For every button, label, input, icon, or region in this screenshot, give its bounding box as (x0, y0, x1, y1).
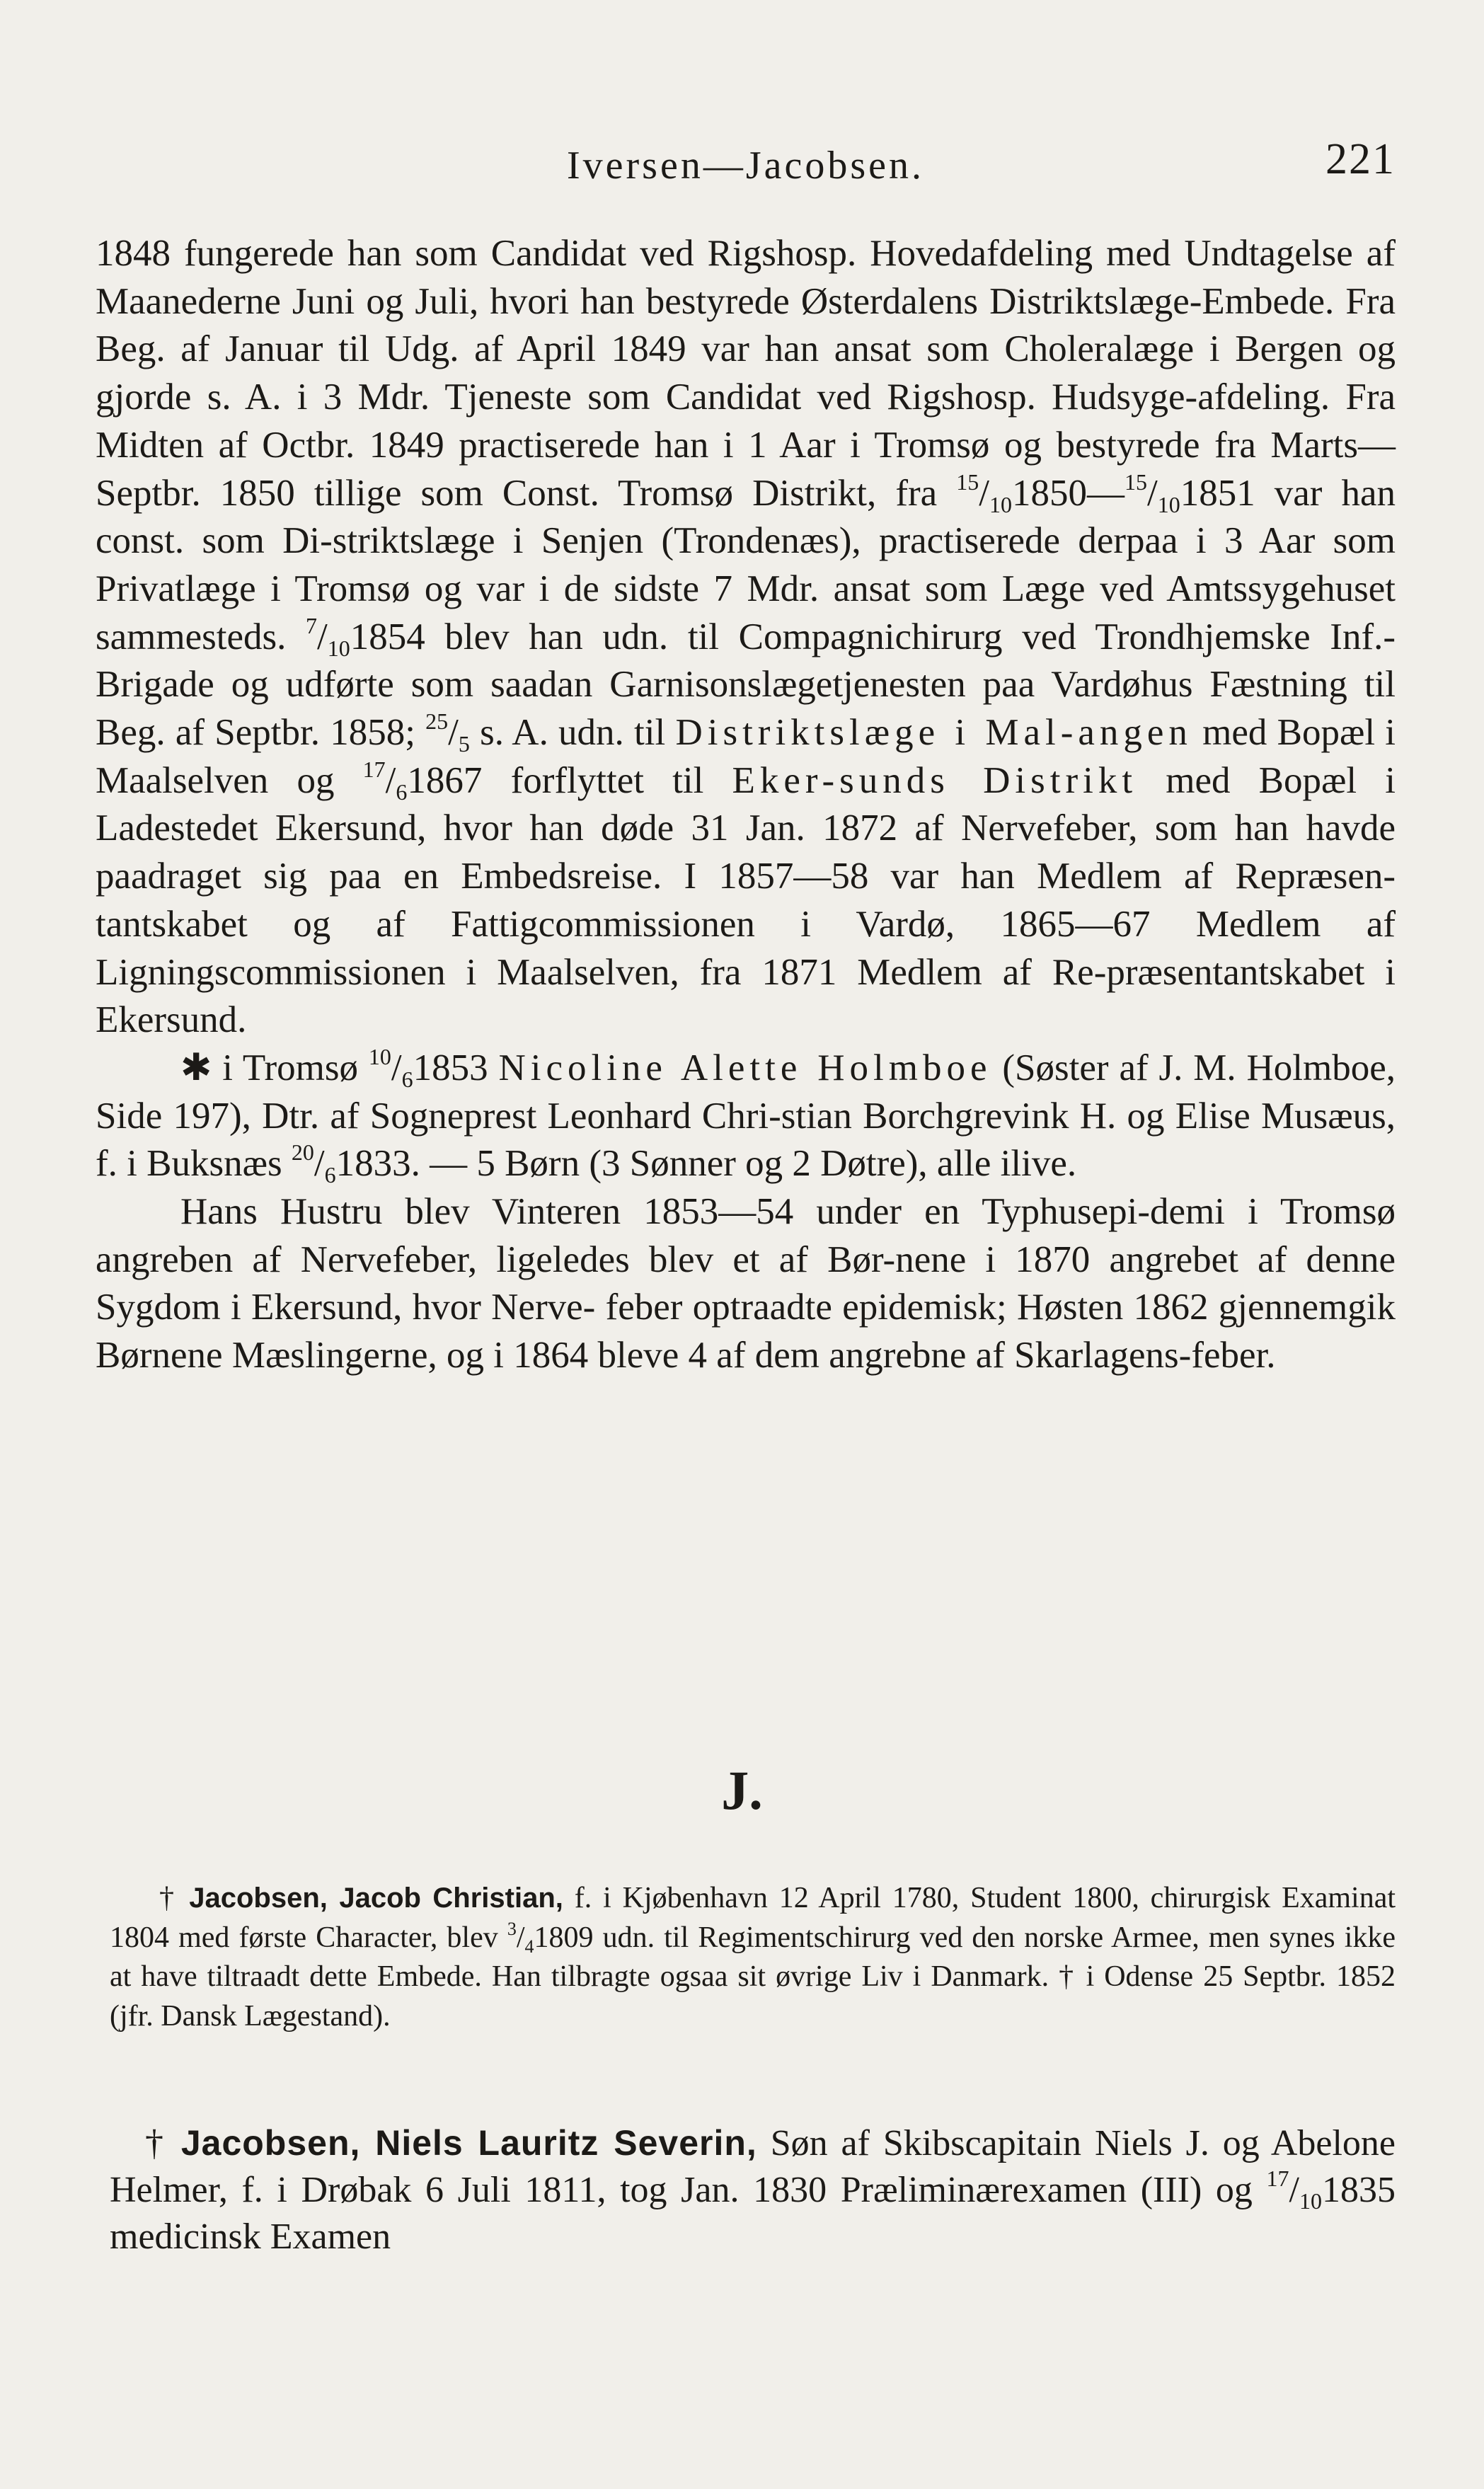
text-line: døde 31 Jan. 1872 af Nervefeber, som han havde paadraget sig (96, 807, 1396, 897)
spaced-text: Eker- (732, 759, 840, 801)
text-line: feber optraadte epidemisk; Høsten 1862 gjennemgik Børnene (96, 1287, 1396, 1376)
text-line: som saadan Garnisonslægetjenesten paa Vardøhus Fæstning til (410, 664, 1396, 706)
page-header (96, 134, 1396, 198)
text-line: feber. (1191, 1335, 1276, 1376)
text-line: s. A. i 3 Mdr. Tjeneste som Candidat ved Rigshosp. Hudsyge- (207, 376, 1198, 418)
text-fragment: f. i Kjøbenhavn 12 April 1780, Student (563, 1882, 1062, 1914)
fraction-denominator: 5 (458, 731, 470, 757)
fraction-denominator: 10 (1157, 491, 1180, 517)
spaced-text: sunds Distrikt (839, 759, 1138, 801)
fraction-denominator: 6 (401, 1066, 413, 1092)
fraction-denominator: 6 (324, 1162, 336, 1188)
fraction-denominator: 6 (396, 778, 408, 805)
fraction-numerator: 25 (425, 708, 449, 735)
fraction-numerator: 15 (1124, 469, 1147, 495)
text-fragment: med Bopæl i Maalselven og (96, 712, 1396, 801)
fraction-denominator: 10 (989, 491, 1012, 517)
text-line: Hans Hustru blev Vinteren 1853—54 under en Typhusepi- (180, 1191, 1150, 1233)
text-line: nene i 1870 angrebet af denne Sygdom i Ekersund, hvor Nerve- (96, 1238, 1396, 1328)
fraction-denominator: 10 (1299, 2188, 1322, 2214)
text-fragment: (Søster (991, 1047, 1109, 1088)
entry-niels-lauritz (110, 2120, 1396, 2260)
text-line: Tromsø Distrikt, fra (618, 472, 957, 514)
text-line: afdeling. Fra Midten af Octbr. 1849 practiserede han i 1 Aar i (96, 376, 1396, 466)
text-fragment: 1853 (413, 1047, 499, 1088)
text-fragment: Søn af Skibscapitain (757, 2123, 1082, 2163)
text-line: stian Borchgrevink H. og Elise Musæus, f. i Buksnæs (96, 1095, 1396, 1185)
text-fragment: s. A. udn. til (469, 712, 676, 754)
text-line: Beg. af Septbr. 1858; (96, 712, 426, 754)
text-line: Læge ved Amtssygehuset sammesteds. (96, 568, 1396, 657)
marriage-paragraph: ✱ i Tromsø $^{10}/_61853$ Nicoline Alette Holmboe (Søster af J. M. Holmboe, Side 197), Dtr. af Sogneprest Leonhard Chri-stian Borchgrevink H. og Elise Musæus, f. i Buksnæs $^{20}/_61833$. — 5 Børn (3 Sønner og 2 Døtre), alle ilive. (96, 1043, 1396, 1188)
fraction-numerator: 17 (1266, 2166, 1289, 2191)
page-number: 221 (1325, 135, 1396, 183)
dagger-symbol: † (145, 2123, 181, 2163)
text-fragment: 1850— (1011, 472, 1124, 514)
text-line: 1830 Præliminærexamen (III) og (753, 2170, 1267, 2210)
fraction-numerator: 20 (291, 1139, 314, 1166)
fraction-numerator: 15 (956, 469, 979, 495)
text-fragment: ✱ i Tromsø (180, 1047, 369, 1088)
fraction-numerator: 7 (306, 612, 318, 638)
fraction-denominator: 4 (524, 1936, 534, 1957)
text-fragment: 1854 blev han udn. (350, 616, 669, 657)
spaced-text: Nicoline Alette Holmboe (498, 1047, 992, 1088)
section-letter: J. (721, 1759, 763, 1821)
text-line: præsentantskabet i Ekersund. (96, 951, 1396, 1041)
fraction-numerator: 3 (507, 1918, 517, 1939)
entry-paragraph: † Jacobsen, Jacob Christian, f. i Kjøbenhavn 12 April 1780, Student 1800, chirurgisk Examinat 1804 med første Character, blev $^3/_41809$ udn. til Regimentschirurg ved den norske Armee, men synes ikke at have tiltraadt dette Embede. Han tilbragte ogsaa sit øvrige Liv i Danmark. † i Odense 25 Septbr. 1852 (jfr. Dansk Lægestand). (110, 1882, 1396, 2033)
text-fragment: 1867 forflyttet til (407, 759, 732, 801)
text-line: Tromsø og bestyrede fra Marts—Septbr. 1850 tillige som Const. (96, 424, 1396, 514)
iversen-entry: 1848 fungerede han som Candidat ved Rigshosp. Hovedafdeling med Undtagelse af Maanederne Juni og Juli, hvori han bestyrede Østerdalens Distriktslæge-Embede. Fra Beg. af Januar til Udg. af April 1849 var han ansat som Choleralæge i Bergen og gjorde s. A. i 3 Mdr. Tjeneste som Candidat ved Rigshosp. Hudsyge-afdeling. Fra Midten af Octbr. 1849 practiserede han i 1 Aar i Tromsø og bestyrede fra Marts—Septbr. 1850 tillige som Const. Tromsø Distrikt, fra $^{15}/_{10}1850—^{15}/_{10}1851$ var han const. som Di-striktslæge i Senjen (Trondenæs), practiserede derpaa i 3 Aar som Privatlæge i Tromsø og var i de sidste 7 Mdr. ansat som Læge ved Amtssygehuset sammesteds. $^7/_{10}1854$ blev han udn. til Compagnichirurg ved Trondhjemske Inf.-Brigade og udførte som saadan Garnisonslægetjenesten paa Vardøhus Fæstning til Beg. af Septbr. 1858; $^{25}/_5$ s. A. udn. til Distriktslæge i Mal-angen med Bopæl i Maalselven og $^{17}/_61867$ forflyttet til Eker-sunds Distrikt med Bopæl i Ladestedet Ekersund, hvor han døde 31 Jan. 1872 af Nervefeber, som han havde paadraget sig paa en Embedsreise. I 1857—58 var han Medlem af Repræsen-tantskabet og af Fattigcommissionen i Vardø, 1865—67 Medlem af Ligningscommissionen i Maalselven, fra 1871 Medlem af Re-præsentantskabet i Ekersund. (96, 233, 1396, 1041)
spaced-text: Distriktslæge i Mal- (675, 712, 1079, 754)
fraction-numerator: 17 (362, 756, 386, 782)
entry-jacob-christian (110, 1879, 1396, 2036)
entry-paragraph: † Jacobsen, Niels Lauritz Severin, Søn af Skibscapitain Niels J. og Abelone Helmer, f. i Drøbak 6 Juli 1811, tog Jan. 1830 Præliminærexamen (III) og $^{17}/_{10}1835$ medicinsk Examen (110, 2123, 1396, 2257)
text-line: striktslæge i Senjen (Trondenæs), practiserede derpaa i 3 Aar (332, 520, 1316, 562)
spaced-text: angen (1078, 712, 1192, 754)
text-line: 25 Septbr. 1852 (jfr. Dansk Lægestand). (110, 1960, 1396, 2033)
text-line: af Ligningscommissionen i Maalselven, fra 1871 Medlem af Re- (96, 903, 1396, 993)
text-fragment: 1851 var han const. som Di- (96, 472, 1396, 562)
text-line: Regimentschirurg ved den norske Armee, men synes ikke at have tiltraadt (110, 1921, 1396, 1994)
main-text (96, 230, 1396, 1380)
text-fragment: med Bopæl i Ladestedet Ekersund, hvor han (96, 759, 1396, 849)
text-line: med Undtagelse af Maanederne Juni og Juli, hvori han bestyrede (96, 233, 1396, 322)
text-line: demi i Tromsø angreben af Nervefeber, ligeledes blev et af Bør- (96, 1191, 1396, 1280)
fraction-denominator: 10 (327, 635, 350, 661)
text-line: Østerdalens Distriktslæge-Embede. Fra Beg. af Januar til Udg. (96, 280, 1396, 370)
text-line: Mæslingerne, og i 1864 bleve 4 af dem angrebne af Skarlagens- (231, 1335, 1192, 1376)
text-line: til Compagnichirurg ved Trondhjemske Inf.-Brigade og udførte (96, 616, 1396, 706)
dagger-symbol: † (159, 1882, 190, 1914)
family-paragraph (96, 1188, 1396, 1380)
text-line: — 5 Børn (3 Sønner og 2 Døtre), alle ilive. (430, 1143, 1077, 1185)
entry-name: Jacobsen, Jacob Christian, (189, 1882, 563, 1914)
text-line: af J. M. Holmboe, Side 197), Dtr. af Sogneprest Leonhard Chri- (96, 1047, 1396, 1137)
text-fragment: 1833. (335, 1143, 420, 1185)
text-line: 1848 fungerede han som Candidat ved Rigshosp. Hovedafdeling (96, 233, 1093, 274)
text-line: tantskabet og af Fattigcommissionen i Vardø, 1865—67 Medlem (96, 903, 1321, 945)
text-line: Niels J. og Abelone Helmer, f. i Drøbak 6 Juli 1811, tog Jan. (110, 2123, 1396, 2210)
fraction-numerator: 10 (368, 1043, 391, 1069)
text-fragment: 1809 udn. til (534, 1921, 689, 1954)
text-line: 1800, chirurgisk Examinat 1804 med første Character, blev (110, 1882, 1396, 1954)
text-line: dette Embede. Han tilbragte ogsaa sit øvrige Liv i Danmark. † i Odense (309, 1960, 1194, 1994)
running-title: Iversen—Jacobsen. (567, 144, 924, 188)
text-line: af April 1849 var han ansat som Choleralæge i Bergen og gjorde (96, 328, 1396, 418)
text-line: som Privatlæge i Tromsø og var i de sidste 7 Mdr. ansat som (96, 520, 1396, 609)
entry-name: Jacobsen, Niels Lauritz Severin, (180, 2123, 757, 2163)
text-line: paa en Embedsreise. I 1857—58 var han Medlem af Repræsen- (329, 856, 1396, 897)
text-fragment: 1835 medicinsk Examen (110, 2170, 1396, 2257)
